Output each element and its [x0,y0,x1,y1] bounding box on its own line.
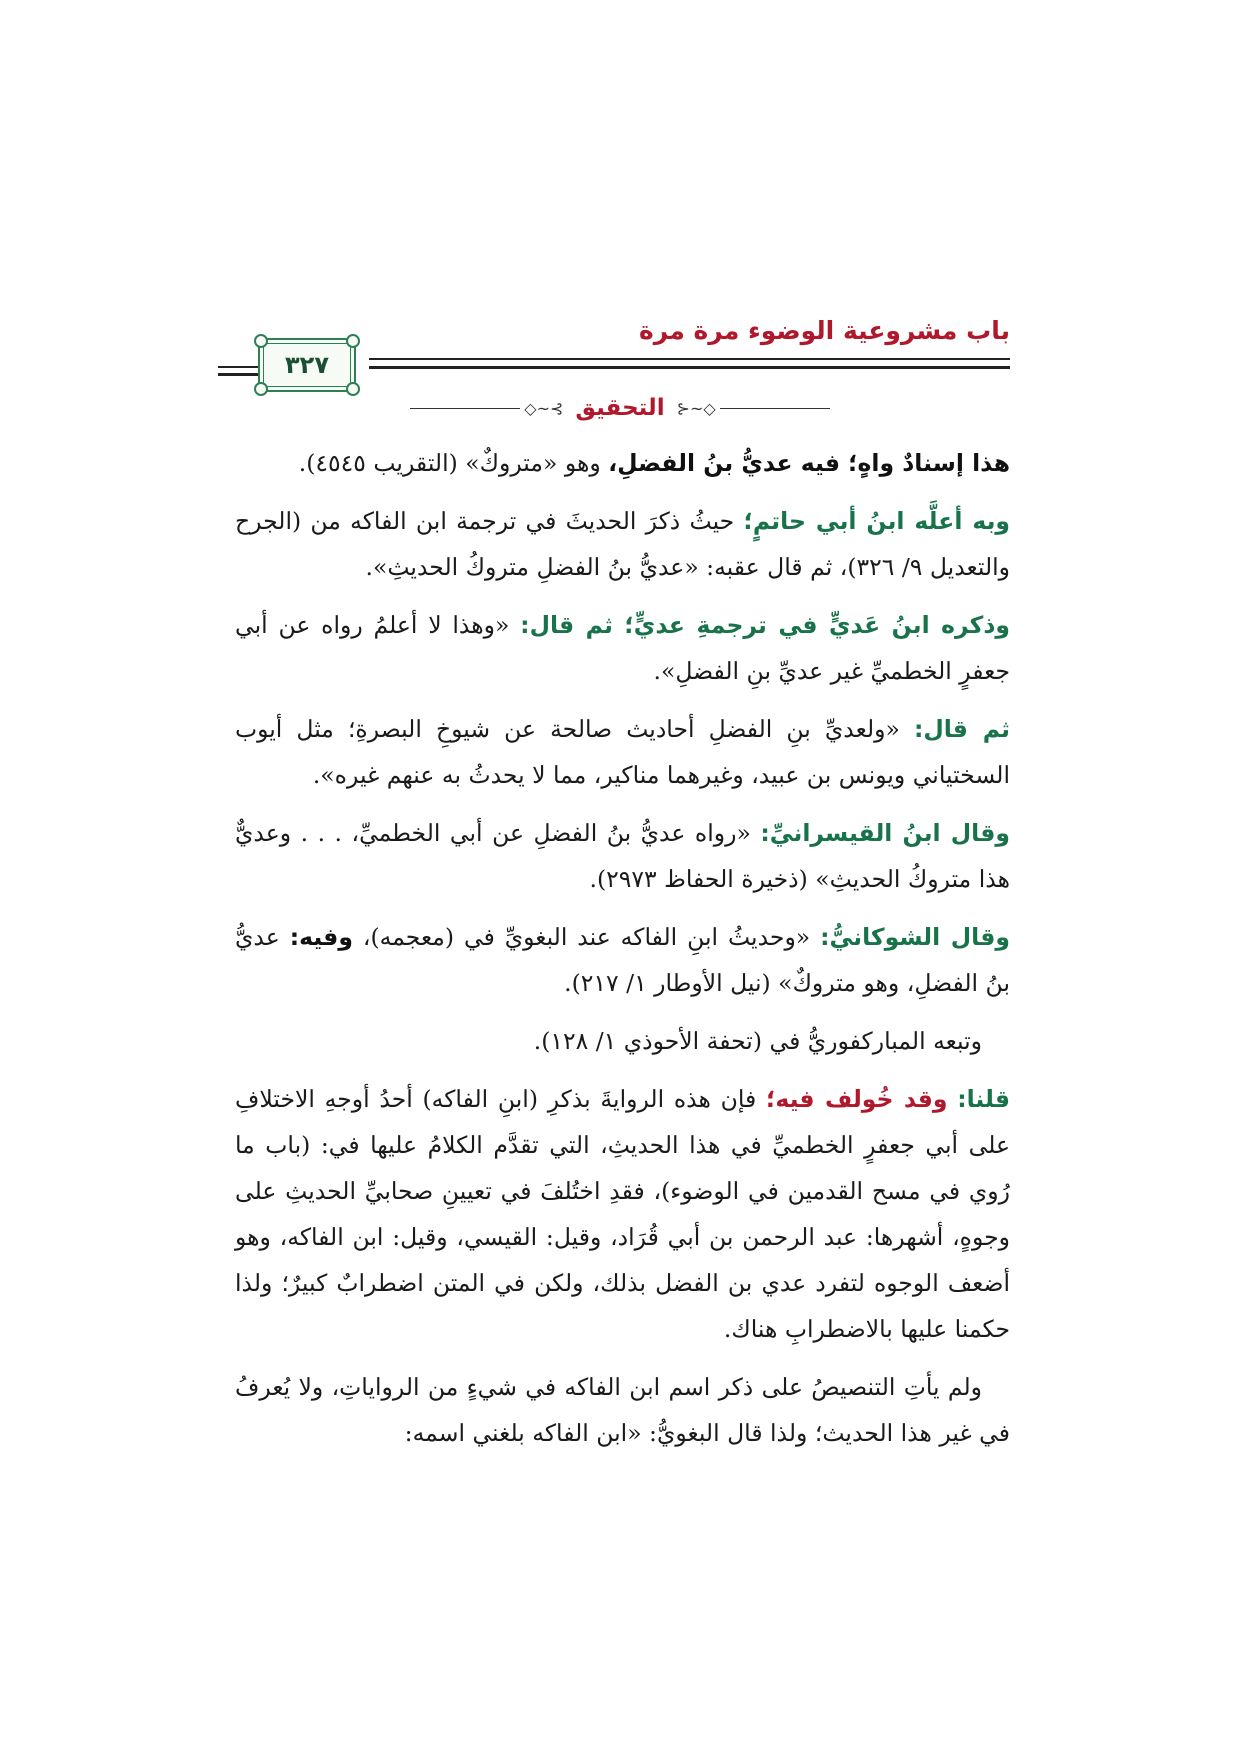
paragraph [235,914,1010,1006]
speaker-label: ثم قال: [913,715,1010,743]
frame-corner-ornament [346,334,360,348]
page-number: ٣٢٧ [285,351,329,379]
paragraph-text: ولم يأتِ التنصيصُ على ذكر اسم ابن الفاكه في شيءٍ من الرواياتِ، ولا يُعرفُ في غير هذا الحديث؛ ولذا قال البغويُّ: «ابن الفاكه بلغني اسمه: [235,1373,1010,1447]
paragraph [235,810,1010,902]
paragraph-text: «وهذا لا أعلمُ رواه عن أبي جعفرٍ الخطميِّ غير عديِّ بنِ الفضلِ». [235,611,1010,685]
frame-corner-ornament [254,382,268,396]
paragraph-text: وهو «متروكٌ» (التقريب ٤٥٤٥). [298,449,601,477]
ornament-line-right [720,408,830,409]
speaker-label: وقال ابنُ القيسرانيِّ: [760,819,1010,847]
paragraph [235,706,1010,798]
header-rule-top [369,358,1010,360]
paragraph-text: «وحديثُ ابنِ الفاكه عند البغويِّ في (معجمه)، [362,923,811,951]
bold-phrase: وفيه: [289,923,353,951]
frame-corner-ornament [254,334,268,348]
paragraph-text: «رواه عديُّ بنُ الفضلِ عن أبي الخطميِّ، . . . وعديٌّ هذا متروكُ الحديثِ» (ذخيرة الحفاظ ٢٩٧٣). [235,819,1010,893]
section-heading [0,395,1240,421]
frame-corner-ornament [346,382,360,396]
header-rule-bottom [369,366,1010,369]
ornament-line-left [410,408,520,409]
body-text [235,440,1010,1468]
paragraph-text: عديُّ بنُ الفضلِ، وهو متروكٌ» (نيل الأوطار ١/ ٢١٧). [235,923,1010,997]
paragraph [235,440,1010,486]
paragraph [235,1018,1010,1064]
bold-lead: هذا إسنادٌ واهٍ؛ فيه عديُّ بنُ الفضلِ، [608,449,1010,477]
paragraph [235,498,1010,590]
paragraph [235,1364,1010,1456]
speaker-label: وذكره ابنُ عَديٍّ في ترجمةِ عديٍّ؛ ثم قال: [520,611,1011,639]
paragraph-text: «ولعديِّ بنِ الفضلِ أحاديث صالحة عن شيوخِ البصرةِ؛ مثل أيوب السختياني ويونس بن عبيد، وغيرهما مناكير، مما لا يحدثُ به عنهم غيره». [235,715,1010,789]
header-left-rule-top [218,366,258,368]
paragraph [235,602,1010,694]
running-title: باب مشروعية الوضوء مرة مرة [639,316,1010,345]
speaker-label: وقال الشوكانيُّ: [820,923,1010,951]
speaker-label: قلنا: [957,1085,1010,1113]
ornament-swirl-icon: ◇~⊰ [676,398,716,418]
paragraph [235,1076,1010,1352]
paragraph-text: حيثُ ذكرَ الحديثَ في ترجمة ابن الفاكه من (الجرح والتعديل ٩/ ٣٢٦)، ثم قال عقبه: «عديُّ بنُ الفضلِ متروكُ الحديثِ». [235,507,1010,581]
ornament-swirl-icon: ⊱~◇ [524,398,564,418]
speaker-label: وبه أعلَّه ابنُ أبي حاتمٍ؛ [743,507,1011,535]
page-number-frame [258,338,356,392]
paragraph-text: وتبعه المباركفوريُّ في (تحفة الأحوذي ١/ ١٢٨). [533,1027,982,1055]
header-left-rule-bottom [218,373,258,376]
paragraph-text: فإن هذه الروايةَ بذكرِ (ابنِ الفاكه) أحدُ أوجهِ الاختلافِ على أبي جعفرٍ الخطميِّ في هذا الحديثِ، التي تقدَّم الكلامُ عليها في: (باب ما رُوي في مسح القدمين في الوضوء)، فقدِ اختُلفَ في تعيينِ صحابيِّ الحديثِ على وجوهٍ، أشهرها: عبد الرحمن بن أبي قُرَاد، وقيل: القيسي، وقيل: ابن الفاكه، وهو أضعف الوجوه لتفرد عدي بن الفضل بذلك، ولكن في المتن اضطرابٌ كبيرٌ؛ ولذا حكمنا عليها بالاضطرابِ هناك. [235,1085,1010,1343]
section-title: التحقيق [575,395,665,421]
speaker-label-red: وقد خُولف فيه؛ [765,1085,948,1113]
